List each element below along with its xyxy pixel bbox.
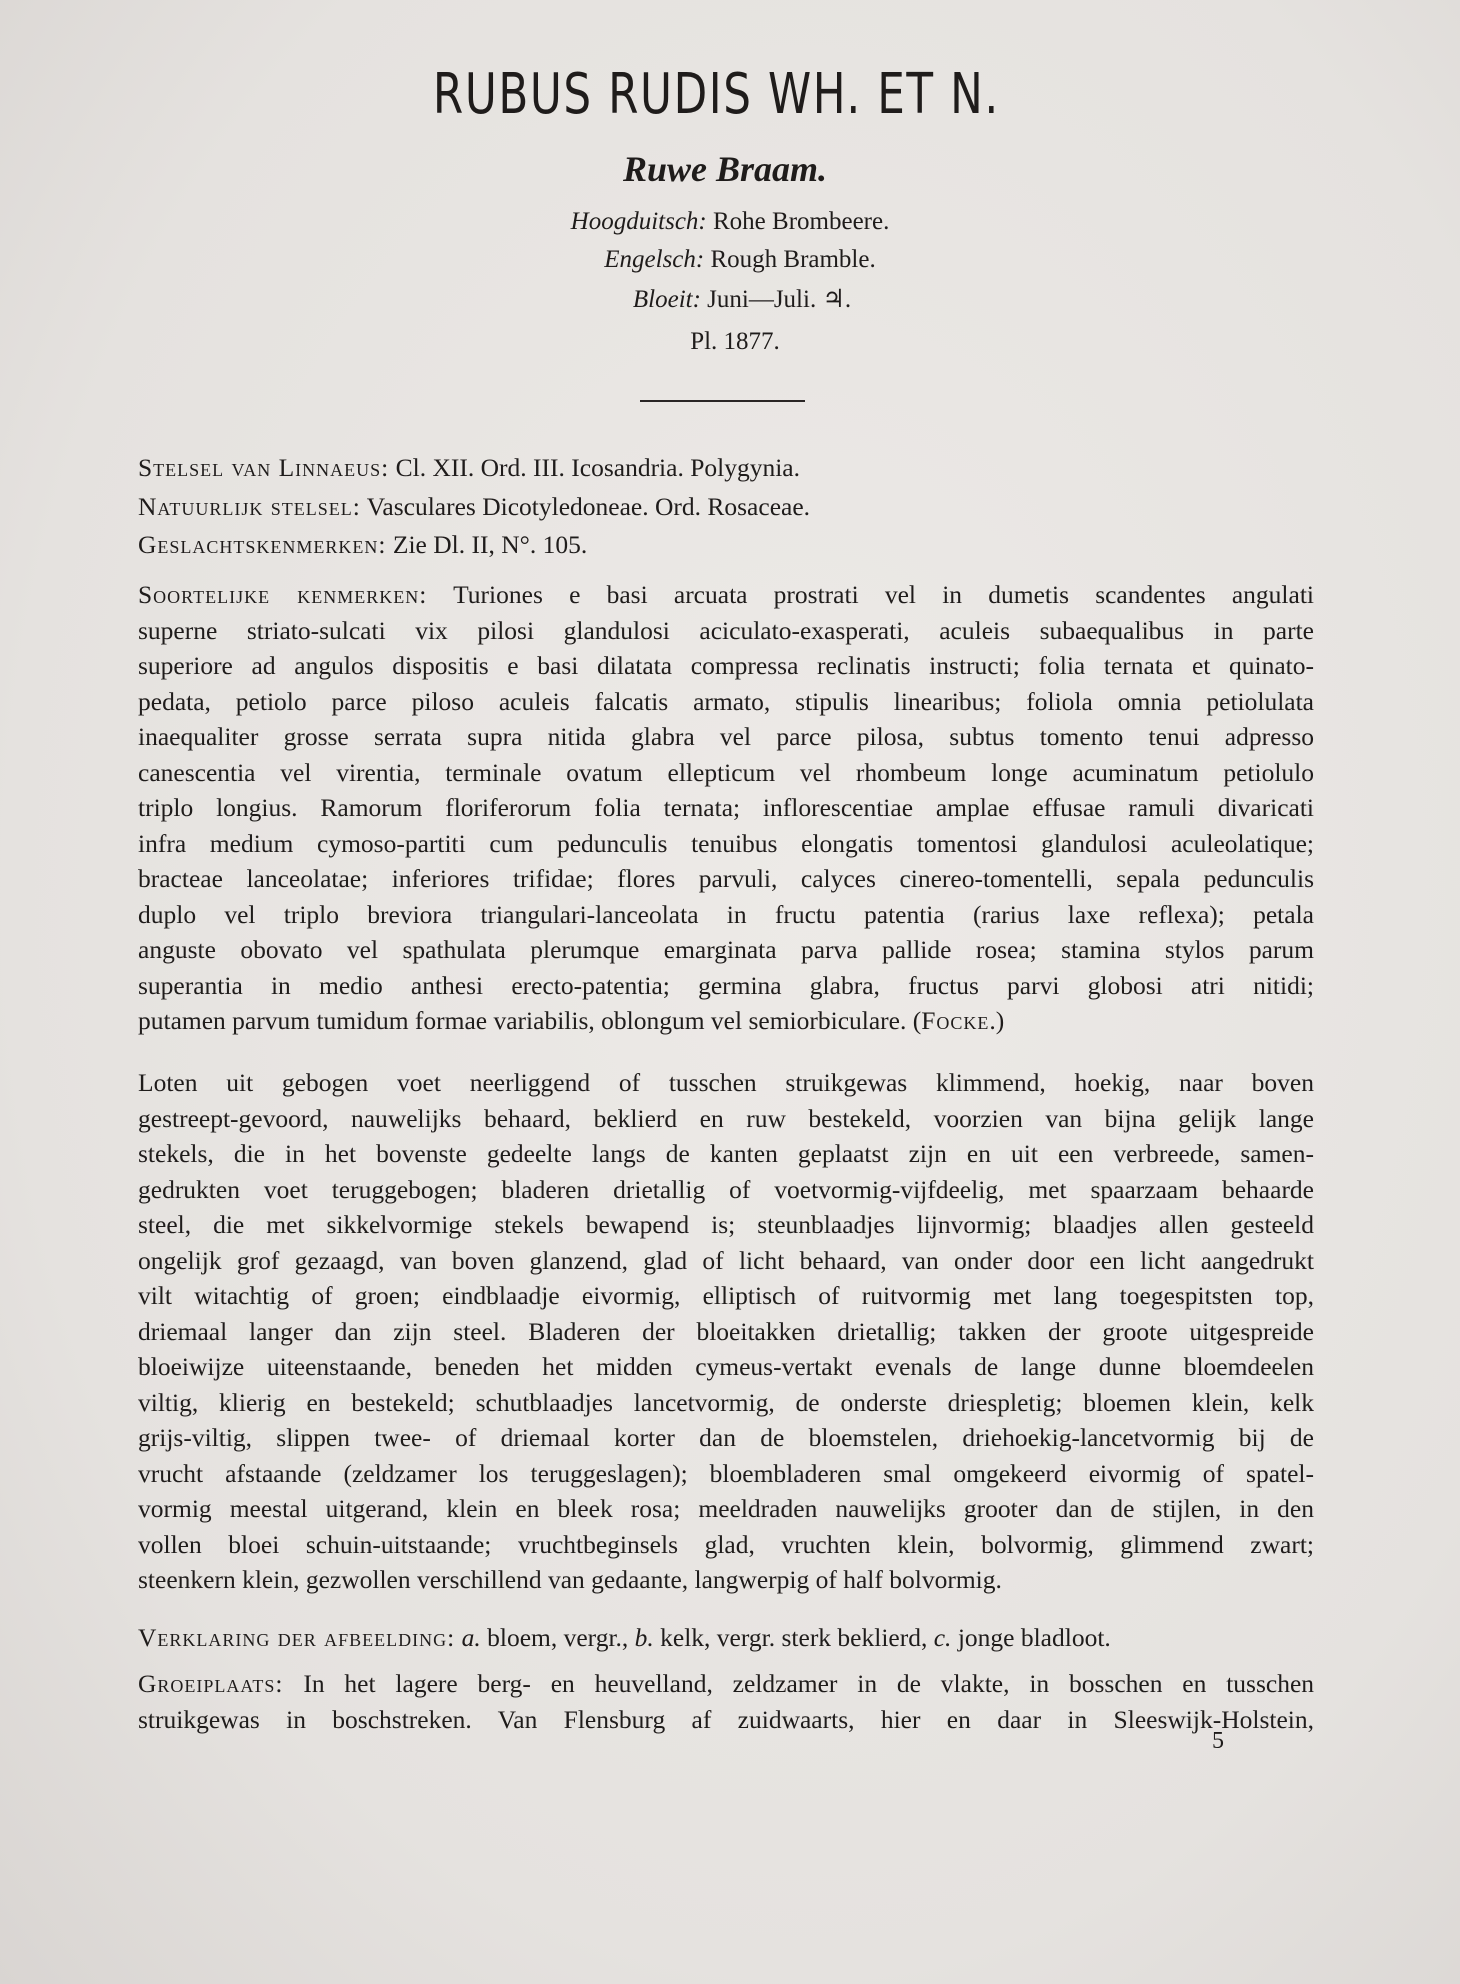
dutch-line: gestreept-gevoord, nauwelijks behaard, beklierd en ruw bestekeld, voorzien van bijna gelijk lange [138,1103,1314,1133]
figure-key-b-text: kelk, vergr. sterk beklierd, [653,1623,934,1652]
dutch-name: Ruwe Braam. [622,149,828,189]
dutch-line: grijs-viltig, slippen twee- of driemaal korter dan de bloemstelen, driehoekig-lancetvormig bij de [138,1423,1314,1452]
dutch-line: vormig meestal uitgerand, klein en bleek rosa; meeldraden nauwelijks grooter dan de stijlen, in den [138,1494,1314,1523]
dutch-line: vilt witachtig of groen; eindblaadje eivormig, elliptisch of ruitvormig met lang toegespitsten top, [138,1281,1314,1310]
author-citation: Focke [921,1006,990,1035]
flowering-label: Bloeit: [632,286,701,313]
german-name-value: Rohe Brombeere. [713,208,890,235]
habitat-label: Groeiplaats: [138,1669,284,1698]
dutch-line: Loten uit gebogen voet neerliggend of tusschen struikgewas klimmend, hoekig, naar boven [138,1068,1314,1097]
citation-close: .) [989,1006,1005,1035]
linnaeus-line [138,450,1314,486]
dutch-line: stekels, die in het bovenste gedeelte langs de kanten geplaatst zijn en uit een verbreede, samen- [138,1139,1314,1168]
linnaeus-label: Stelsel van Linnaeus: [138,453,390,482]
latin-line: triplo longius. Ramorum floriferorum folia ternata; inflorescentiae amplae effusae ramuli divaricati [138,793,1314,822]
habitat-first-line [138,1666,1314,1702]
english-name-label: Engelsch: [604,246,705,273]
habitat-section [138,1666,1314,1737]
genus-text: Zie Dl. II, N°. 105. [392,530,588,559]
german-name [0,208,1460,236]
dutch-description [138,1065,1314,1598]
figure-explanation [138,1620,1314,1656]
habitat-line: struikgewas in boschstreken. Van Flensburg af zuidwaarts, hier en daar in Sleeswijk-Holstein, [138,1704,1314,1734]
flowering-value: Juni—Juli. ♃. [707,286,852,313]
figure-key-a-text: bloem, vergr., [480,1623,635,1652]
figure-key-c: c. [933,1623,952,1652]
latin-line: bracteae lanceolatae; inferiores trifidae; flores parvuli, calyces cinereo-tomentelli, sepala pedunculis [138,864,1314,893]
latin-line: infra medium cymoso-partiti cum pedunculis tenuibus elongatis tomentosi glandulosi aculeolatique; [138,828,1314,858]
page-number: 5 [1212,1728,1224,1754]
figure-explanation-line [138,1620,1314,1656]
dutch-line: bloeiwijze uiteenstaande, beneden het midden cymeus-vertakt evenals de lange dunne bloemdeelen [138,1352,1314,1381]
species-characters-label: Soortelijke kenmerken: [138,580,428,609]
divider-rule [640,400,805,402]
latin-last-line [138,1003,1314,1039]
dutch-line: steenkern klein, gezwollen verschillend van gedaante, langwerpig of half bolvormig. [138,1565,1002,1594]
latin-line: anguste obovato vel spathulata plerumque emarginata parva pallide rosea; stamina stylos parum [138,935,1314,964]
dutch-line: driemaal langer dan zijn steel. Bladeren der bloeitakken drietallig; takken der groote uitgespreide [138,1316,1314,1346]
figure-key-c-text: jonge bladloot. [951,1623,1111,1652]
dutch-line: vrucht afstaande (zeldzamer los teruggeslagen); bloembladeren smal omgekeerd eivormig of spatel- [138,1458,1314,1488]
linnaeus-text: Cl. XII. Ord. III. Icosandria. Polygynia. [395,453,801,482]
dutch-line: viltig, klierig en bestekeld; schutblaadjes lancetvormig, de onderste driespletig; bloemen klein, kelk [138,1387,1314,1417]
natural-system-line [138,489,1314,525]
latin-line: superantia in medio anthesi erecto-patentia; germina glabra, fructus parvi globosi atri nitidi; [138,970,1314,1000]
latin-line: canescentia vel virentia, terminale ovatum ellepticum vel rhombeum longe acuminatum petiolulo [138,757,1314,787]
flowering-time [12,284,1460,314]
figure-explanation-label: Verklaring der afbeelding: [138,1623,456,1652]
latin-line-0: Turiones e basi arcuata prostrati vel in dumetis scandentes angulati [453,580,1314,609]
figure-key-a: a. [461,1623,481,1652]
species-title: RUBUS RUDIS WH. ET N. [432,62,1000,127]
latin-line: inaequaliter grosse serrata supra nitida glabra vel parce pilosa, subtus tomento tenui adpresso [138,722,1314,751]
latin-line: superiore ad angulos dispositis e basi dilatata compressa reclinatis instructi; folia ternata et quinato- [138,651,1314,680]
english-name-value: Rough Bramble. [710,246,876,273]
dutch-line: gedrukten voet teruggebogen; bladeren drietallig of voetvormig-vijfdeelig, met spaarzaam behaarde [138,1174,1314,1204]
latin-last-text: putamen parvum tumidum formae variabilis, oblongum vel semiorbiculare. ( [138,1006,922,1035]
latin-description [138,577,1314,1039]
latin-line: superne striato-sulcati vix pilosi glandulosi aciculato-exasperati, aculeis subaequalibus in parte [138,615,1314,645]
english-name [10,246,1460,274]
plate-number: Pl. 1877. [690,328,780,355]
genus-label: Geslachtskenmerken: [138,530,387,559]
latin-first-line [138,577,1314,613]
genus-line [138,527,1314,563]
natural-system-text: Vasculares Dicotyledoneae. Ord. Rosaceae. [366,491,811,521]
classification-block [138,450,1314,563]
dutch-line: vollen bloei schuin-uitstaande; vruchtbeginsels glad, vruchten klein, bolvormig, glimmend zwart; [138,1529,1314,1559]
dutch-line: steel, die met sikkelvormige stekels bewapend is; steunblaadjes lijnvormig; blaadjes allen gesteeld [138,1210,1314,1239]
natural-system-label: Natuurlijk stelsel: [138,491,361,521]
latin-line: pedata, petiolo parce piloso aculeis falcatis armato, stipulis linearibus; foliola omnia petiolulata [138,686,1314,716]
dutch-line: ongelijk grof gezaagd, van boven glanzend, glad of licht behaard, van onder door een licht aangedrukt [138,1245,1314,1275]
habitat-text-0: In het lagere berg- en heuvelland, zeldzamer in de vlakte, in bosschen en tusschen [303,1669,1315,1698]
german-name-label: Hoogduitsch: [570,208,707,235]
latin-line: duplo vel triplo breviora triangulari-lanceolata in fructu patentia (rarius laxe reflexa); petala [138,899,1314,929]
figure-key-b: b. [634,1623,654,1652]
